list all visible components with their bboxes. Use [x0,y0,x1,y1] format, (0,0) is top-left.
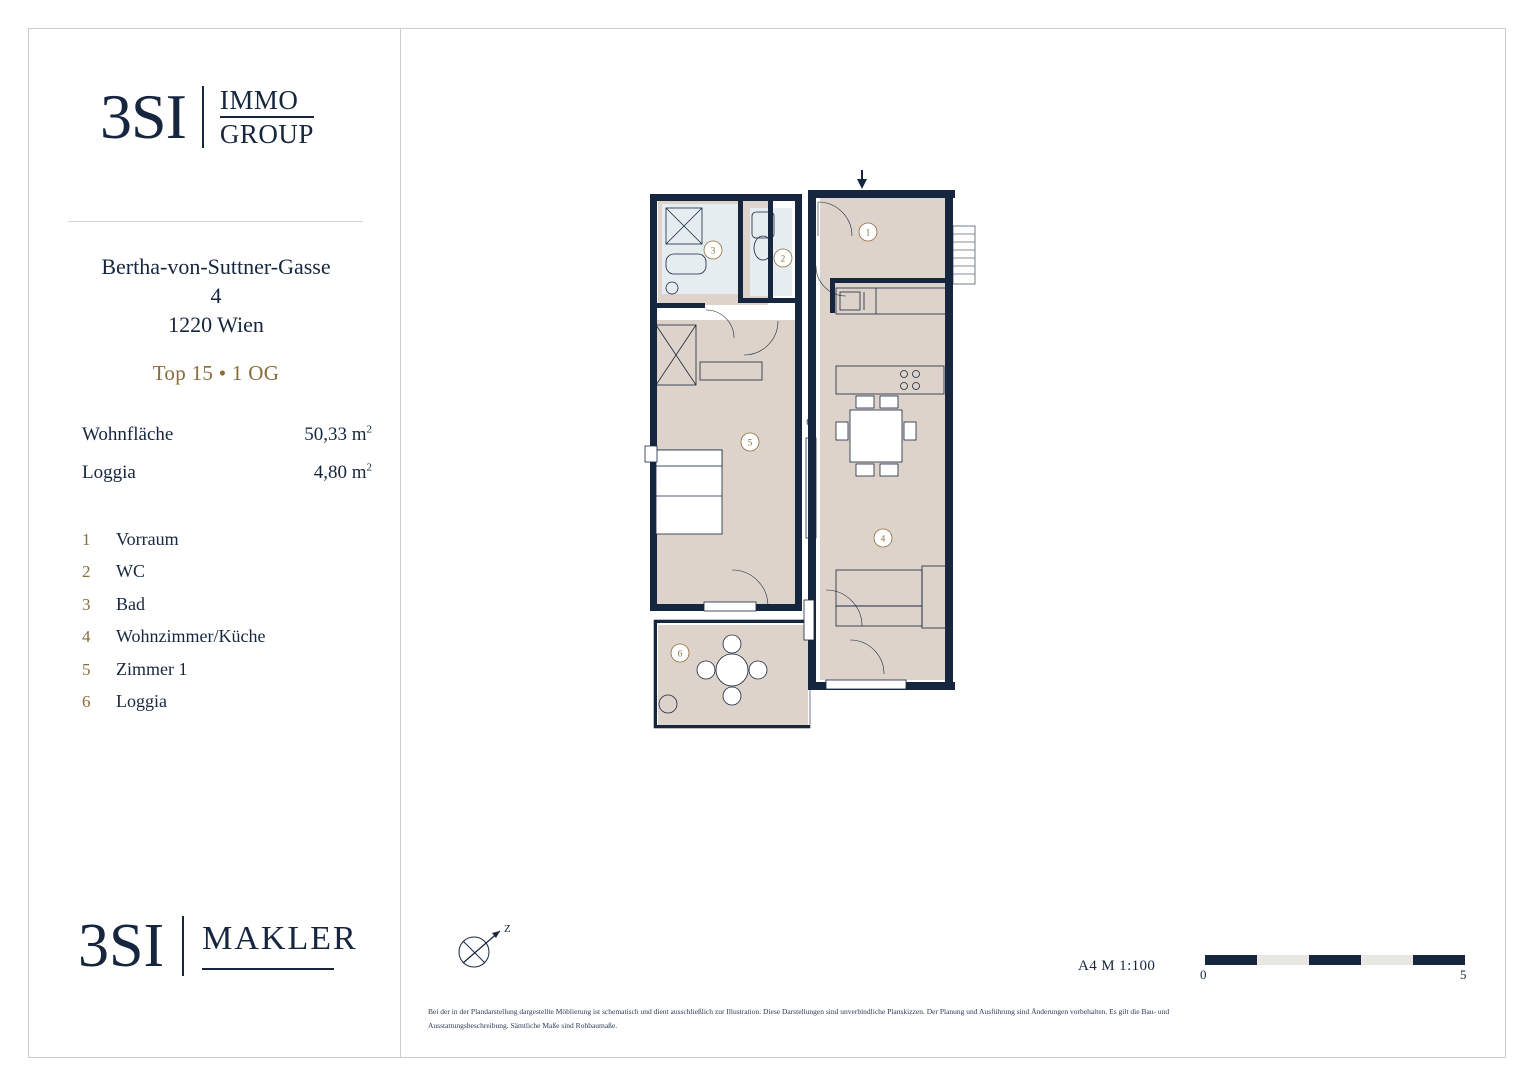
footer-logo-makler: MAKLER [202,920,358,957]
info-panel [60,60,390,720]
svg-text:3: 3 [710,245,716,256]
legend-label: WC [116,561,145,582]
brand-logo-group: GROUP [219,118,314,149]
svg-text:Z: Z [504,923,511,935]
address-city: 1220 Wien [168,312,264,338]
address-number: 4 [210,283,222,309]
brand-logo-3si: 3SI [100,81,186,152]
legend-item [82,623,382,650]
area-value: 50,33 $m^2$ [304,423,372,446]
property-address [66,252,366,339]
scale-bar [1205,955,1465,965]
panel-divider [400,28,401,1058]
scale-start-label: 0 [1200,967,1207,982]
room-legend [82,526,382,715]
area-label: Loggia [82,462,136,484]
footer-logo [78,912,358,980]
footer-logo-text [202,922,358,970]
area-label: Wohnfläche [82,424,174,446]
svg-text:6: 6 [677,648,683,659]
area-table [82,416,372,492]
panel-rule [68,221,363,222]
address-street: Bertha-von-Suttner-Gasse [101,254,331,279]
scale-end-label: 5 [1460,967,1467,982]
legend-number: 3 [82,594,91,614]
legend-label: Zimmer 1 [116,658,188,679]
scale-label: A4 M 1:100 [1078,958,1156,974]
disclaimer-text: Bei der in der Plandarstellung dargestellte Möblierung ist schematisch und dient ausschließlich zur Illustration. Diese Darstellungen sind unverbindliche Planskizzen. Der Planung und Ausführung sind Änderungen vorbehalten. Es gilt die Bau- und Ausstattungsbeschreibung. Sämtliche Maße sind Rohbaumaße. [428,1007,1170,1030]
svg-text:5: 5 [747,437,753,448]
svg-text:2: 2 [780,253,786,264]
legend-label: Loggia [116,690,167,711]
legend-label: Wohnzimmer/Küche [116,626,266,647]
brand-logo-divider [202,86,204,148]
brand-logo [100,81,390,175]
brand-logo-rule [220,116,314,118]
legend-number: 2 [82,562,91,582]
legend-label: Bad [116,593,145,614]
legend-item [82,688,382,715]
legend-number: 6 [82,691,91,711]
svg-text:4: 4 [880,533,886,544]
legend-number: 1 [82,530,91,550]
footer-logo-rule [202,968,334,970]
legend-item [82,656,382,683]
floorplan-drawing [640,170,1000,740]
area-row [82,416,372,454]
unit-label: Top 15 • 1 OG [152,361,280,386]
legend-number: 4 [82,627,91,647]
svg-text:1: 1 [865,227,871,238]
footer-logo-divider [182,916,184,976]
area-value: 4,80 $m^2$ [313,461,372,484]
legend-item [82,526,382,553]
area-row [82,454,372,492]
legend-number: 5 [82,659,91,679]
footer-logo-3si: 3SI [78,912,165,980]
legend-item [82,558,382,585]
legend-item [82,591,382,618]
brand-logo-immo: IMMO [219,85,299,116]
brand-logo-text [220,86,314,148]
compass-icon [452,918,518,978]
legend-label: Vorraum [116,529,179,550]
